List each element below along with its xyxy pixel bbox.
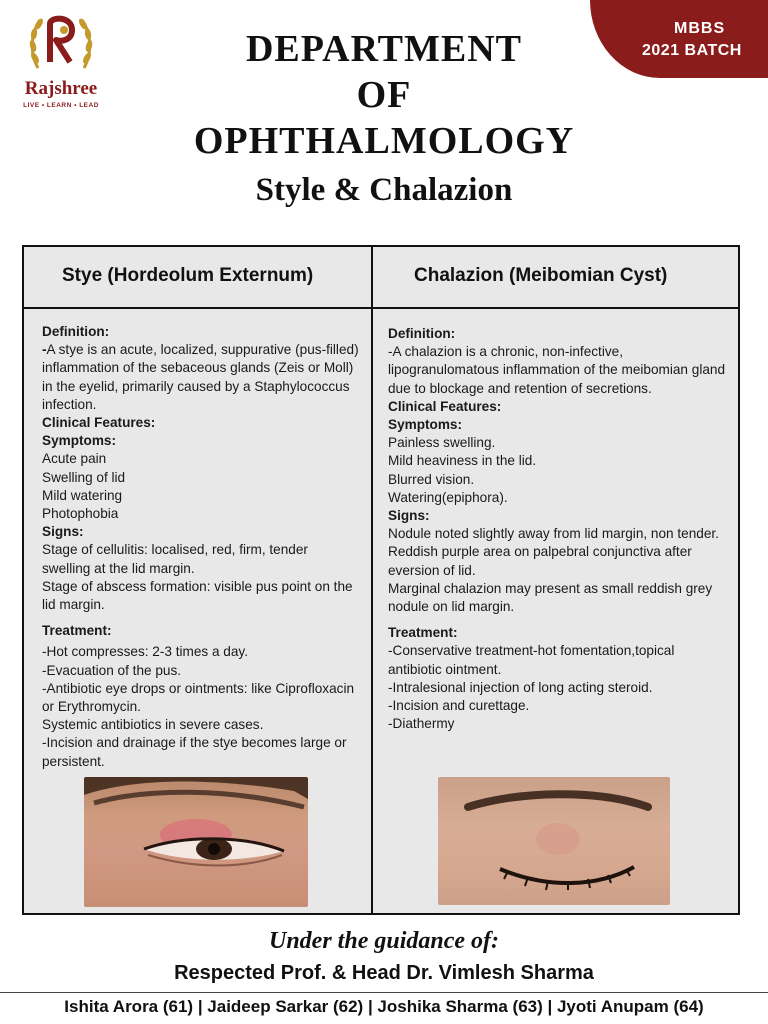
- list-item: -Conservative treatment-hot fomentation,topical antibiotic ointment.: [388, 643, 675, 677]
- chalazion-eye-photo: [438, 777, 670, 905]
- header-divider: [24, 307, 738, 309]
- title-line1: DEPARTMENT: [245, 28, 523, 70]
- chalazion-signs-label: Signs:: [388, 508, 430, 524]
- logo-name: Rajshree: [24, 78, 98, 99]
- list-item: Marginal chalazion may present as small reddish grey nodule on lid margin.: [388, 580, 713, 615]
- list-item: Acute pain: [42, 451, 107, 467]
- guidance-heading: Under the guidance of:: [269, 928, 499, 954]
- list-item: Painless swelling.: [388, 435, 496, 451]
- chalazion-treatment-label: Treatment:: [388, 625, 458, 641]
- chalazion-clinical-label: Clinical Features:: [388, 398, 502, 414]
- stye-definition: [42, 341, 360, 414]
- chalazion-column: [388, 325, 728, 733]
- page-subtitle: Style & Chalazion: [255, 172, 513, 208]
- list-item: Blurred vision.: [388, 471, 475, 487]
- chalazion-definition: -A chalazion is a chronic, non-infective, lipogranulomatous inflammation of the meibomian gland due to blockage and retention of secretions.: [388, 344, 726, 396]
- stye-symptoms-label: Symptoms:: [42, 433, 117, 449]
- chalazion-definition-label: Definition:: [388, 326, 456, 341]
- stye-definition-label: Definition:: [42, 324, 110, 339]
- list-item: Watering(epiphora).: [388, 489, 508, 505]
- list-item: Photophobia: [42, 506, 119, 522]
- chalazion-symptoms-label: Symptoms:: [388, 417, 463, 433]
- list-item: -Evacuation of the pus.: [42, 662, 182, 678]
- column-divider: [371, 247, 373, 913]
- comparison-table: [22, 245, 740, 915]
- list-item: -Diathermy: [388, 716, 455, 732]
- list-item: Nodule noted slightly away from lid margin, non tender.: [388, 526, 719, 542]
- title-line3: OPHTHALMOLOGY: [193, 120, 575, 162]
- page-title: [0, 26, 768, 164]
- list-item: Mild watering: [42, 487, 123, 503]
- title-line2: OF: [356, 74, 412, 116]
- list-item: -Hot compresses: 2-3 times a day.: [42, 644, 248, 660]
- stye-heading: Stye (Hordeolum Externum): [62, 265, 314, 286]
- list-item: Systemic antibiotics in severe cases.: [42, 717, 264, 733]
- badge-line1: MBBS: [674, 20, 726, 37]
- list-item: Stage of abscess formation: visible pus point on the lid margin.: [42, 578, 353, 613]
- list-item: -Incision and drainage if the stye becomes large or persistent.: [42, 735, 347, 769]
- list-item: -Antibiotic eye drops or ointments: like Ciprofloxacin or Erythromycin.: [42, 680, 355, 715]
- list-item: -Intralesional injection of long acting steroid.: [388, 679, 653, 695]
- list-item: -Incision and curettage.: [388, 698, 530, 714]
- stye-definition-dash: -: [42, 342, 47, 358]
- student-names: Ishita Arora (61) | Jaideep Sarkar (62) | Joshika Sharma (63) | Jyoti Anupam (64): [64, 997, 704, 1016]
- stye-treatment-label: Treatment:: [42, 623, 112, 639]
- stye-signs-label: Signs:: [42, 524, 84, 540]
- professor-name: Respected Prof. & Head Dr. Vimlesh Sharma: [174, 962, 594, 984]
- list-item: Reddish purple area on palpebral conjunctiva after eversion of lid.: [388, 544, 692, 578]
- logo-tagline: LIVE • LEARN • LEAD: [23, 102, 99, 109]
- footer-divider: [0, 992, 768, 993]
- stye-eye-photo: [84, 777, 308, 907]
- list-item: Stage of cellulitis: localised, red, firm, tender swelling at the lid margin.: [42, 542, 308, 576]
- stye-definition-text: A stye is an acute, localized, suppurative (pus-filled) inflammation of the sebaceous glands (Zeis or Moll) in the eyelid, primarily caused by a Staphylococcus infection.: [42, 342, 359, 412]
- list-item: Swelling of lid: [42, 469, 126, 485]
- badge-line2: 2021 BATCH: [642, 42, 742, 59]
- stye-column: [42, 323, 360, 771]
- list-item: Mild heaviness in the lid.: [388, 453, 537, 469]
- stye-clinical-label: Clinical Features:: [42, 415, 156, 431]
- chalazion-heading: Chalazion (Meibomian Cyst): [414, 265, 668, 286]
